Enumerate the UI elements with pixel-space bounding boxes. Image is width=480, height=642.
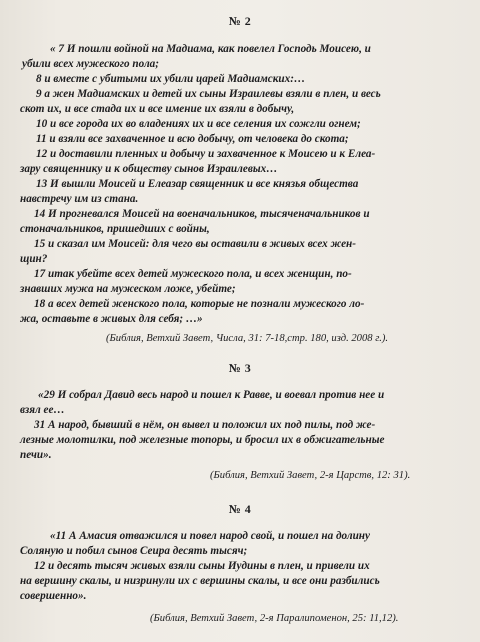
text-line: на вершину скалы, и низринули их с вершины скалы, и все они разбились (20, 575, 380, 587)
text-line: «11 А Амасия отважился и повел народ свой, и пошел на долину (50, 530, 370, 542)
text-line: Соляную и побил сынов Сеира десять тысяч; (20, 545, 248, 557)
text-line: 11 и взяли все захваченное и всю добычу, от человека до скота; (36, 133, 349, 145)
text-line: совершенно». (20, 590, 87, 602)
text-line: 8 и вместе с убитыми их убили царей Мадиамских:… (36, 73, 306, 85)
text-line: 31 А народ, бывший в нём, он вывел и положил их под пилы, под же- (34, 419, 376, 431)
text-line: навстречу им из стана. (20, 193, 139, 205)
text-line: 18 а всех детей женского пола, которые не познали мужеского ло- (34, 298, 365, 310)
text-line: лезные молотилки, под железные топоры, и бросил их в обжигательные (20, 434, 385, 446)
text-line: жа, оставьте в живых для себя; …» (20, 313, 203, 325)
text-line: зару священнику и к обществу сынов Израилевых… (20, 163, 278, 175)
text-line: 12 и доставили пленных и добычу и захваченное к Моисею и к Елеа- (36, 148, 376, 160)
text-line: скот их, и все стада их и все имение их взяли в добычу, (20, 103, 295, 115)
text-line: взял ее… (20, 404, 65, 416)
text-line: «29 И собрал Давид весь народ и пошел к Равве, и воевал против нее и (38, 389, 385, 401)
source-citation: (Библия, Ветхий Завет, 2-я Паралипоменон, 25: 11,12). (150, 613, 399, 624)
text-line: печи». (20, 449, 52, 461)
text-line: 14 И прогневался Моисей на военачальников, тысяченачальников и (34, 208, 370, 220)
text-line: 13 И вышли Моисей и Елеазар священник и все князья общества (36, 178, 359, 190)
section-heading: № 4 (228, 502, 252, 516)
text-line: 15 и сказал им Моисей: для чего вы оставили в живых всех жен- (34, 238, 356, 250)
text-line: 17 итак убейте всех детей мужеского пола, и всех женщин, по- (34, 268, 352, 280)
text-line: 10 и все города их во владениях их и все селения их сожгли огнем; (36, 118, 361, 130)
text-line: стоначальников, пришедших с войны, (20, 223, 210, 235)
text-line: щин? (20, 253, 48, 265)
text-line: знавших мужа на мужеском ложе, убейте; (20, 283, 236, 295)
text-line: « 7 И пошли войной на Мадиама, как повелел Господь Моисею, и (50, 43, 371, 55)
source-citation: (Библия, Ветхий Завет, 2-я Царств, 12: 31). (210, 470, 411, 481)
text-line: 12 и десять тысяч живых взяли сыны Иудины в плен, и привели их (34, 560, 370, 572)
section-heading: № 2 (228, 14, 252, 28)
source-citation: (Библия, Ветхий Завет, Числа, 31: 7-18,стр. 180, изд. 2008 г.). (106, 333, 389, 344)
text-line: убили всех мужеского пола; (22, 58, 160, 70)
text-line: 9 а жен Мадиамских и детей их сыны Израилевы взяли в плен, и весь (36, 88, 381, 100)
section-heading: № 3 (228, 361, 252, 375)
